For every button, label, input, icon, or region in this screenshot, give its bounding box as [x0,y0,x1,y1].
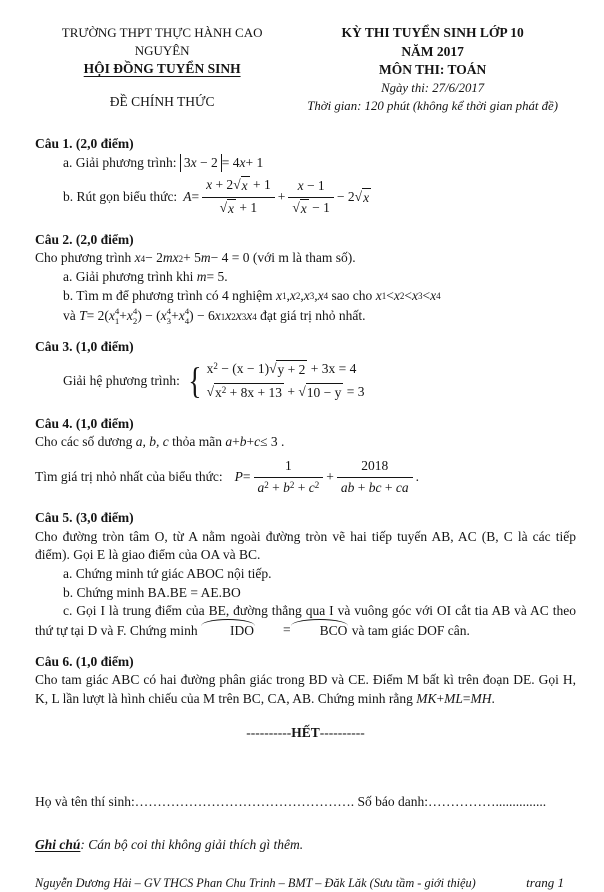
header-school-block [35,24,289,115]
q4-body [35,457,576,497]
q4-p-label: Tìm giá trị nhỏ nhất của biểu thức: [35,468,223,484]
q3-body [35,360,576,402]
q2-b2-text: và [63,308,80,324]
q3-label: Giải hệ phương trình: [63,373,180,389]
q4-intro-text: Cho các số dương [35,434,136,450]
exam-header [35,24,576,115]
q4-title: Câu 4. (1,0 điểm) [35,415,134,431]
q6-title: Câu 6. (1,0 điểm) [35,653,134,669]
note-label: Ghi chú [35,836,81,852]
page-number: trang 1 [526,875,564,891]
exam-type: ĐỀ CHÍNH THỨC [109,93,215,109]
candidate-name-label: Họ và tên thí sinh: [35,794,135,810]
q1-a-formula: 3x − 2 = 4 x + 1 [180,154,263,173]
end-dashes-left: ---------- [246,725,292,741]
q1-b-label: b. Rút gọn biểu thức: [63,189,178,205]
q2-part-b-line2 [35,307,576,326]
q4-intro-mid: thỏa mãn [168,434,226,450]
council-name: HỘI ĐỒNG TUYỂN SINH [83,60,241,76]
question-3 [35,338,576,403]
exam-subject: MÔN THI: TOÁN [378,62,487,78]
q1-a-label: a. Giải phương trình: [63,154,177,170]
q5-part-a: a. Chứng minh tứ giác ABOC nội tiếp. [63,566,272,582]
registration-number-field: ……………............... [428,794,547,810]
q5-part-c [35,602,576,640]
question-2 [35,231,576,326]
q2-b-roots: x 1 , x 2 , x 3 , x 4 [275,287,329,303]
exam-note [35,836,576,855]
question-4 [35,415,576,498]
q2-b2-formula: T = 2( x 4 1 + x 4 2 ) − ( x 4 3 + x 4 4 ) − 6 x 1 x 2 x 3 x 4 [79,306,257,326]
q5-intro: Cho đường tròn tâm O, từ A nằm ngoài đường tròn vẽ hai tiếp tuyến AB, AC (B, C là các tiếp điểm). Gọi E là giao điểm của OA và BC. [35,528,576,563]
q2-b-text: b. Tìm m để phương trình có 4 nghiệm [63,287,276,303]
q3-title: Câu 3. (1,0 điểm) [35,338,134,354]
question-6 [35,653,576,709]
q2-title: Câu 2. (2,0 điểm) [35,231,134,247]
candidate-info-line [35,793,576,812]
q2-part-b [35,287,576,306]
q4-condition: a + b + c ≤ 3 [225,434,278,450]
candidate-name-field: …………………………………………. [134,794,355,810]
exam-year: NĂM 2017 [401,43,464,59]
q5-c-text: c. Gọi I là trung điểm của BE, đường thẳng qua I và vuông góc với OI cắt tia AB và AC theo thứ tự tại D và F. Chứng minh [35,603,576,638]
q6-formula: MK + ML = MH . [416,690,495,706]
header-exam-block [289,24,576,115]
q5-part-b: b. Chứng minh BA.BE = AE.BO [63,584,241,600]
q2-b-mid: sao cho [328,287,376,303]
q4-intro-tail: . [277,434,285,450]
q2-intro-tail: (với m là tham số). [249,250,356,266]
q2-a-text: a. Giải phương trình khi [63,268,197,284]
page-footer [35,874,576,892]
q6-text: Cho tam giác ABC có hai đường phân giác trong BD và CE. Điểm M bất kì trên đoạn DE. Gọi H, K, L lần lượt là hình chiếu của M trên BC, CA, AB. Chứng minh rằng [35,672,576,706]
q3-system-formula: { $x^2 - (x - 1)$ √ y + 2 + 3x = 4 √ $x^2 + 8x + 13$ + √ 10 − y = 3 [186,360,365,402]
q2-intro-formula: x 4 − 2 mx 2 + 5 m − 4 = 0 [134,250,250,266]
q6-body [35,671,576,708]
question-5 [35,509,576,640]
exam-date: Ngày thi: 27/6/2017 [381,80,485,95]
end-marker [35,724,576,743]
note-text: : Cán bộ coi thi không giải thích gì thêm. [80,836,304,852]
q4-abc: a, b, c [135,434,169,450]
q2-b-order: x 1 < x 2 < x 3 < x 4 [375,287,441,303]
end-het-label: HẾT [291,725,320,741]
q2-intro [35,249,576,268]
q2-b2-tail: đạt giá trị nhỏ nhất. [256,308,366,324]
q1-title: Câu 1. (2,0 điểm) [35,136,134,152]
registration-number-label: Số báo danh: [354,794,428,810]
exam-title: KỲ THI TUYỂN SINH LỚP 10 [341,25,524,40]
q5-c-tail: và tam giác DOF cân. [348,622,470,638]
q2-part-a [35,268,576,287]
question-1 [35,135,576,219]
q4-p-formula: P = $\frac{1}{a^2 + b^2 + c^2}$ + $\frac{2018}{ab + bc + ca}$ . [234,457,420,495]
q5-c-angles: IDO = BCO [201,621,348,641]
footer-credit: Nguyễn Dương Hải – GV THCS Phan Chu Trinh – BMT – Đăk Lăk (Sưu tầm - giới thiệu) [35,876,476,891]
q4-intro [35,433,576,452]
exam-duration: Thời gian: 120 phút (không kể thời gian phát đề) [307,98,558,113]
end-dashes-right: ---------- [319,725,365,741]
q2-a-formula: m = 5. [196,268,228,284]
q1-b-formula: A = x + 2 √ x + 1 √ x + 1 + x − 1 √ x − 1 − 2 √ x [183,176,371,218]
q5-title: Câu 5. (3,0 điểm) [35,510,134,526]
q1-part-b [35,176,576,218]
q2-intro-text: Cho phương trình [35,250,135,266]
school-name: TRƯỜNG THPT THỰC HÀNH CAO NGUYÊN [61,25,263,58]
q1-part-a [35,154,576,173]
